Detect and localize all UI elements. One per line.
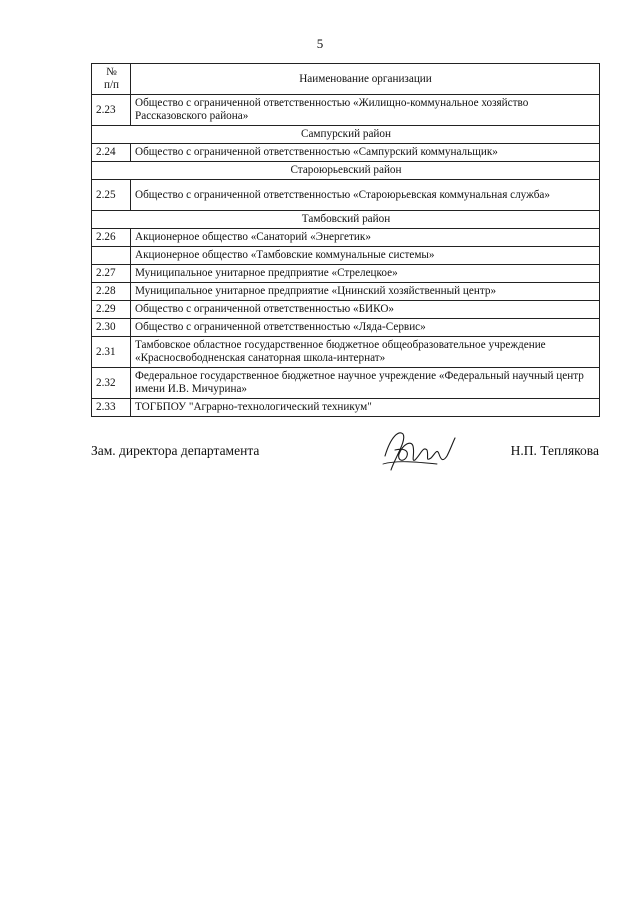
table-row	[92, 144, 600, 162]
row-number	[92, 247, 131, 265]
row-name: Общество с ограниченной ответственностью «Сампурский коммунальщик»	[131, 144, 600, 162]
table-row	[92, 337, 600, 368]
district-row	[92, 126, 600, 144]
row-number: 2.30	[92, 319, 131, 337]
district-name: Сампурский район	[92, 126, 600, 144]
row-name: ТОГБПОУ "Аграрно-технологический техникум"	[131, 399, 600, 417]
header-number-line1: №	[106, 66, 117, 78]
district-name: Тамбовский район	[92, 211, 600, 229]
row-name: Общество с ограниченной ответственностью «Староюрьевская коммунальная служба»	[131, 180, 600, 211]
row-name: Общество с ограниченной ответственностью «Жилищно-коммунальное хозяйство Рассказовского района»	[131, 95, 600, 126]
row-number: 2.32	[92, 368, 131, 399]
table-row	[92, 301, 600, 319]
signatory-title: Зам. директора департамента	[91, 443, 260, 458]
table-row	[92, 399, 600, 417]
row-number: 2.33	[92, 399, 131, 417]
header-name: Наименование организации	[131, 64, 600, 95]
table-row	[92, 283, 600, 301]
header-number	[92, 64, 131, 95]
row-name: Общество с ограниченной ответственностью «Ляда-Сервис»	[131, 319, 600, 337]
organizations-table	[91, 63, 600, 417]
signatory-name: Н.П. Теплякова	[510, 443, 599, 458]
row-name: Акционерное общество «Тамбовские коммунальные системы»	[131, 247, 600, 265]
row-number: 2.26	[92, 229, 131, 247]
table-row	[92, 95, 600, 126]
row-number: 2.23	[92, 95, 131, 126]
table-row	[92, 229, 600, 247]
row-name: Тамбовское областное государственное бюджетное общеобразовательное учреждение «Красносвободненская санаторная школа-интернат»	[131, 337, 600, 368]
table-row	[92, 319, 600, 337]
district-name: Староюрьевский район	[92, 162, 600, 180]
table-row	[92, 180, 600, 211]
page-number: 5	[316, 36, 324, 51]
row-name: Федеральное государственное бюджетное научное учреждение «Федеральный научный центр имени И.В. Мичурина»	[131, 368, 600, 399]
row-name: Общество с ограниченной ответственностью «БИКО»	[131, 301, 600, 319]
row-number: 2.24	[92, 144, 131, 162]
handwritten-signature	[377, 426, 461, 476]
table-row	[92, 247, 600, 265]
row-name: Муниципальное унитарное предприятие «Цнинский хозяйственный центр»	[131, 283, 600, 301]
district-row	[92, 162, 600, 180]
row-number: 2.28	[92, 283, 131, 301]
table-header-row	[92, 64, 600, 95]
header-number-line2: п/п	[103, 79, 120, 91]
row-name: Акционерное общество «Санаторий «Энергетик»	[131, 229, 600, 247]
row-number: 2.25	[92, 180, 131, 211]
district-row	[92, 211, 600, 229]
table-row	[92, 368, 600, 399]
table-row	[92, 265, 600, 283]
row-number: 2.31	[92, 337, 131, 368]
row-name: Муниципальное унитарное предприятие «Стрелецкое»	[131, 265, 600, 283]
row-number: 2.27	[92, 265, 131, 283]
signature-block	[91, 440, 599, 480]
row-number: 2.29	[92, 301, 131, 319]
